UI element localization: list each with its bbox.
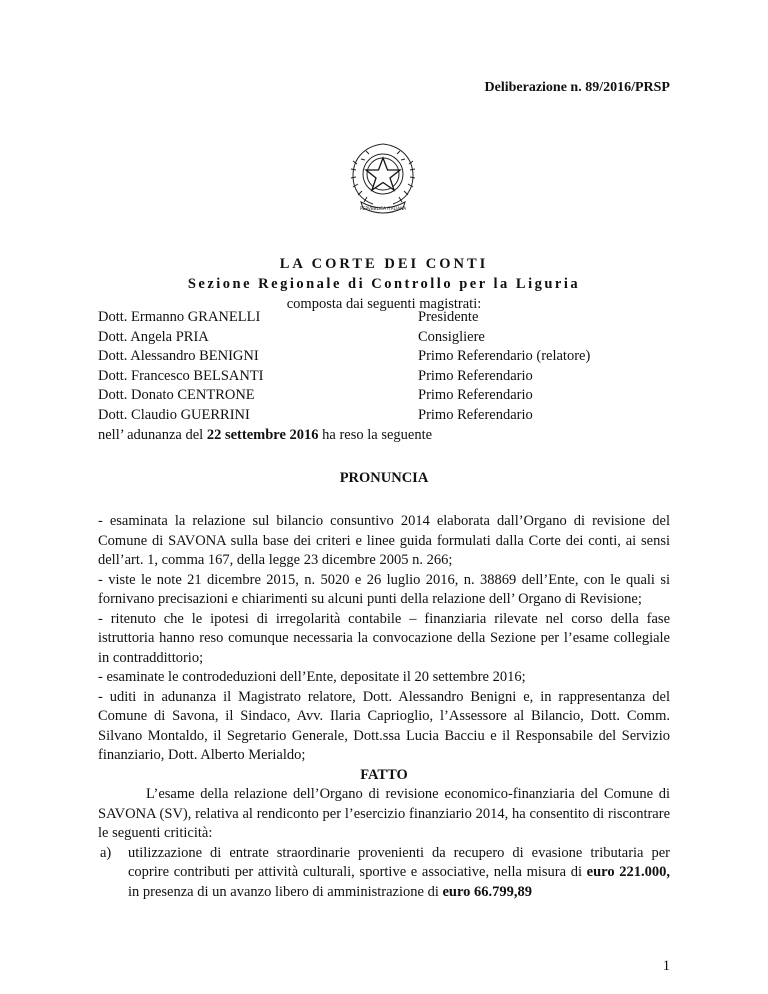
judge-role: Primo Referendario xyxy=(418,367,533,384)
recital-paragraph: - viste le note 21 dicembre 2015, n. 5020 e 26 luglio 2016, n. 38869 dell’Ente, con le quali si fornivano precisazioni e chiarimenti su alcuni punti della relazione dell’ Organo di Revisione; xyxy=(98,571,670,607)
fatto-paragraph: L’esame della relazione dell’Organo di revisione economico-finanziaria del Comune di SAVONA (SV), relativa al rendiconto per l’esercizio finanziario 2014, ha consentito di riscontrare le seguenti criticità: xyxy=(98,786,670,841)
judge-name: Dott. Claudio GUERRINI xyxy=(98,406,250,423)
judge-row xyxy=(98,406,678,426)
document-body xyxy=(98,512,670,902)
hearing-date: 22 settembre 2016 xyxy=(206,427,319,443)
list-text-part: in presenza di un avanzo libero di amministrazione di xyxy=(128,883,443,900)
recital-paragraph: - uditi in adunanza il Magistrato relatore, Dott. Alessandro Benigni e, in rappresentanza del Comune di Savona, il Sindaco, Avv. Ilaria Caprioglio, l’Assessore al Bilancio, Dott. Comm. Silvano Montaldo, il Segretario Generale, Dott.ssa Lucia Bacciu e il Responsabile del Servizio finanziario, Dott. Alberto Merialdo; xyxy=(98,688,670,763)
judge-role: Consigliere xyxy=(418,328,485,345)
judge-row xyxy=(98,386,678,406)
hearing-suffix: ha reso la seguente xyxy=(318,427,433,443)
judge-role: Primo Referendario xyxy=(418,406,533,423)
page-number: 1 xyxy=(662,958,670,974)
judge-name: Dott. Donato CENTRONE xyxy=(98,387,255,404)
judge-role: Primo Referendario xyxy=(418,387,533,404)
section-title: Sezione Regionale di Controllo per la Liguria xyxy=(187,276,581,292)
italian-republic-emblem xyxy=(343,140,423,216)
recital-paragraph: - esaminata la relazione sul bilancio consuntivo 2014 elaborata dall’Organo di revisione del Comune di SAVONA sulla base dei criteri e linee guida formulati dalla Corte dei conti, ai sensi dell’art. 1, comma 167, della legge 23 dicembre 2005 n. 266; xyxy=(98,513,670,568)
judge-role: Presidente xyxy=(418,309,479,325)
judge-row xyxy=(98,347,678,367)
judge-role: Primo Referendario (relatore) xyxy=(418,348,591,365)
court-title: LA CORTE DEI CONTI xyxy=(279,256,489,272)
judge-name: Dott. Ermanno GRANELLI xyxy=(98,309,261,325)
court-heading xyxy=(0,254,768,314)
list-item xyxy=(98,844,670,903)
deliberation-reference: Deliberazione n. 89/2016/PRSP xyxy=(484,80,670,95)
hearing-line xyxy=(98,427,432,444)
judge-row xyxy=(98,308,678,328)
composition-line: composta dai seguenti magistrati: xyxy=(286,296,482,312)
hearing-prefix: nell’ adunanza del xyxy=(98,427,207,443)
list-item-label: a) xyxy=(100,844,112,861)
svg-text:REPVBBLICA ITALIANA: REPVBBLICA ITALIANA xyxy=(359,206,407,211)
judge-row xyxy=(98,328,678,348)
judges-list xyxy=(98,308,678,426)
pronuncia-heading: PRONUNCIA xyxy=(339,470,429,486)
amount-bold: euro 66.799,89 xyxy=(442,883,533,900)
list-text-part: utilizzazione di entrate straordinarie provenienti da recupero di evasione tributaria per coprire contributi per attività culturali, sportive e associative, nella misura di xyxy=(128,844,670,880)
judge-name: Dott. Alessandro BENIGNI xyxy=(98,348,259,365)
amount-bold: euro 221.000, xyxy=(586,864,670,880)
recital-paragraph: - ritenuto che le ipotesi di irregolarità contabile – finanziaria rilevate nel corso della fase istruttoria hanno reso comunque necessaria la convocazione della Sezione per l’esame collegiale in contraddittorio; xyxy=(98,610,670,666)
recital-paragraph: - esaminate le controdeduzioni dell’Ente, depositate il 20 settembre 2016; xyxy=(98,669,526,685)
fatto-heading: FATTO xyxy=(360,766,408,783)
judge-row xyxy=(98,367,678,387)
judge-name: Dott. Angela PRIA xyxy=(98,328,209,345)
list-item-text xyxy=(128,844,670,903)
judge-name: Dott. Francesco BELSANTI xyxy=(98,367,264,384)
